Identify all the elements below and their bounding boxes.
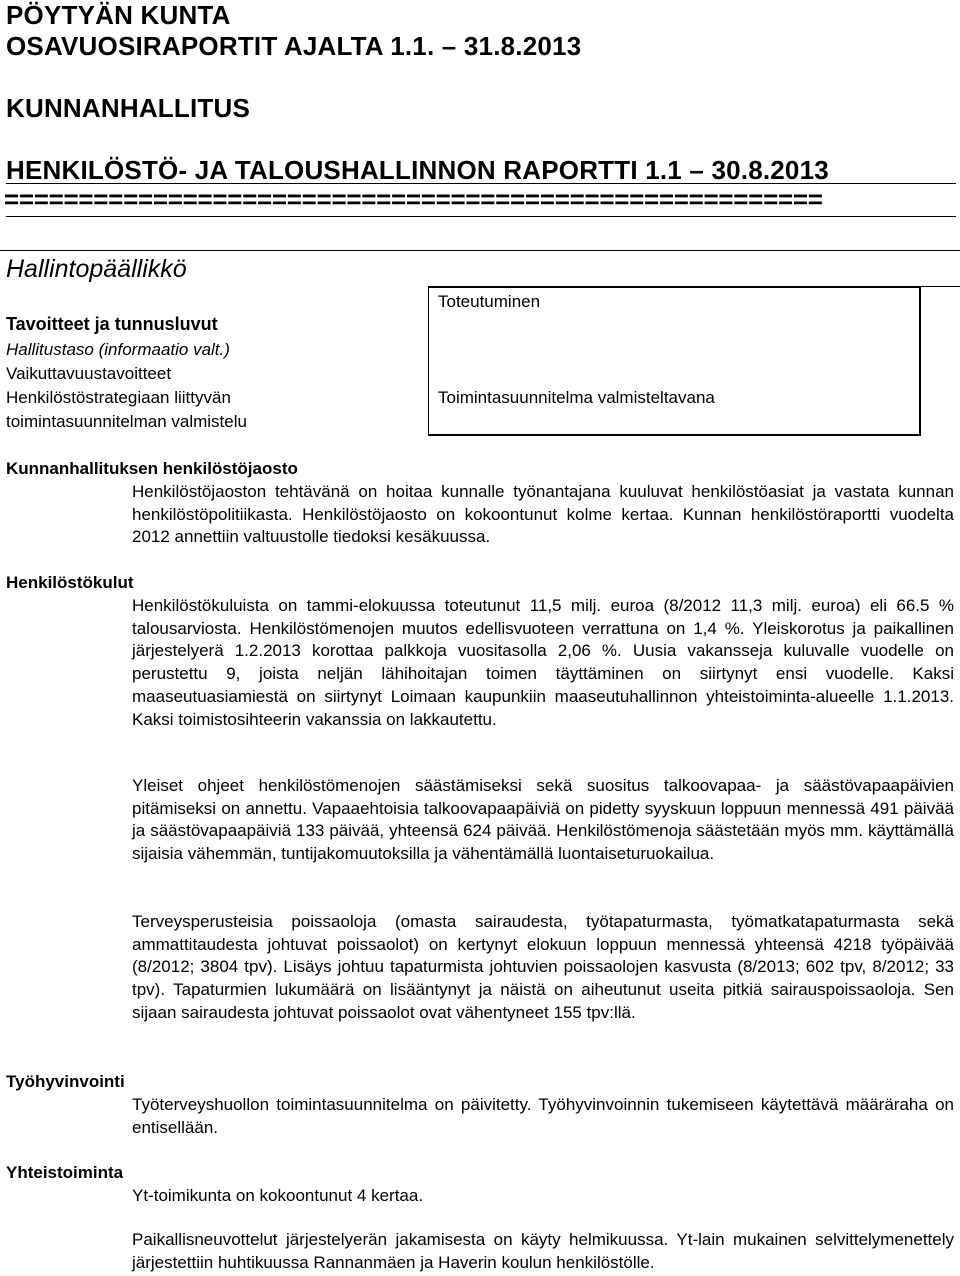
paragraph: Yt-toimikunta on kokoontunut 4 kertaa. [132, 1186, 424, 1205]
paragraph: Henkilöstöjaoston tehtävänä on hoitaa kunnalle työnantajana kuuluvat henkilöstöasiat ja vastata kunnan henkilöstöpolitiikasta. Henkilöstöjaosto on kokoontunut kolme kertaa. Kunnan henkilöstöraportti vuodelta 2012 annettiin valtuustolle tiedoksi kesäkuussa. [132, 482, 954, 547]
goals-level: Hallitustaso (informaatio valt.) [6, 340, 230, 359]
paragraph: Paikallisneuvottelut järjestelyerän jakamisesta on käyty helmikuussa. Yt-lain mukainen selvittelymenettely järjestettiin huhtikuussa Rannanmäen ja Haverin koulun henkilöstölle. [132, 1230, 954, 1272]
goals-column [6, 312, 416, 434]
paragraph: Yleiset ohjeet henkilöstömenojen säästämiseksi sekä suositus talkoovapaa- ja säästövapaapäivien pitämiseksi on annettu. Vapaaehtoisia talkoovapaapäiviä on pidetty syyskuun loppuun mennessä 491 päivää ja säästövapaapäiviä 133 päivää, yhteensä 624 päivää. Henkilöstömenoja säästetään myös mm. käyttämällä sijaisia vähemmän, tuntijakomuutoksilla ja vähentämällä luontaiseturuokailua. [132, 776, 954, 864]
table-rule [918, 286, 960, 287]
paragraph: Terveysperusteisia poissaoloja (omasta sairaudesta, työtapaturmasta, työmatkatapaturmasta sekä ammattitaudesta johtuvat poissaolot) on kertynyt elokuun loppuun mennessä yhteensä 4218 työpäivää (8/2012; 3804 tpv). Lisäys johtuu tapaturmista johtuvien poissaolojen kasvusta (8/2013; 602 tpv, 8/2012; 33 tpv). Tapaturmien lukumäärä on lisääntynyt ja näistä on aiheutunut useita pitkiä sairauspoissaoloja. Sen sijaan sairaudesta johtuvat poissaolot ovat vähentyneet 155 tpv:llä. [132, 912, 954, 1022]
section-title: Hallintopäällikkö [6, 255, 187, 283]
goal-line: toimintasuunnitelman valmistelu [6, 412, 247, 431]
separator-line: ======================================================= [4, 184, 823, 214]
goals-title: Tavoitteet ja tunnusluvut [6, 314, 218, 334]
section-heading: Kunnanhallituksen henkilöstöjaosto [6, 459, 298, 478]
goal-line: Vaikuttavuustavoitteet [6, 364, 172, 383]
board-heading: KUNNANHALLITUS [6, 93, 250, 123]
section-rule [0, 250, 960, 251]
municipality-heading: PÖYTYÄN KUNTA [6, 0, 231, 30]
paragraph: Työterveyshuollon toimintasuunnitelma on päivitetty. Työhyvinvoinnin tukemiseen käytettävä määräraha on entisellään. [132, 1095, 954, 1137]
outcome-header: Toteutuminen [438, 292, 541, 311]
goal-line: Henkilöstöstrategiaan liittyvän [6, 388, 231, 407]
outcome-value: Toimintasuunnitelma valmisteltavana [438, 388, 715, 407]
report-title-heading: HENKILÖSTÖ- JA TALOUSHALLINNON RAPORTTI 1.1 – 30.8.2013 [6, 155, 829, 185]
section-heading: Työhyvinvointi [6, 1072, 125, 1091]
paragraph: Henkilöstökuluista on tammi-elokuussa toteutunut 11,5 milj. euroa (8/2012 11,3 milj. euroa) eli 66.5 % talousarviosta. Henkilöstömenojen muutos edellisvuoteen verrattuna on 1,4 %. Yleiskorotus ja paikallinen järjestelyerä 1.2.2013 korottaa palkkoja vuositasolla 2,06 %. Uusia vakansseja kuluvalle vuodelle on perustettu 9, joista neljän lähihoitajan toimen täyttäminen on siirtynyt ensi vuodelle. Kaksi maaseutuasiamiestä on siirtynyt Loimaan kaupunkiin maaseutuhallinnon yhteistoiminta-alueelle 1.1.2013. Kaksi toimistosihteerin vakanssia on lakkautettu. [132, 596, 954, 729]
separator-rule [6, 216, 956, 217]
report-period-heading: OSAVUOSIRAPORTIT AJALTA 1.1. – 31.8.2013 [6, 31, 582, 61]
outcome-box [428, 286, 921, 436]
section-heading: Yhteistoiminta [6, 1163, 124, 1182]
section-heading: Henkilöstökulut [6, 573, 134, 592]
